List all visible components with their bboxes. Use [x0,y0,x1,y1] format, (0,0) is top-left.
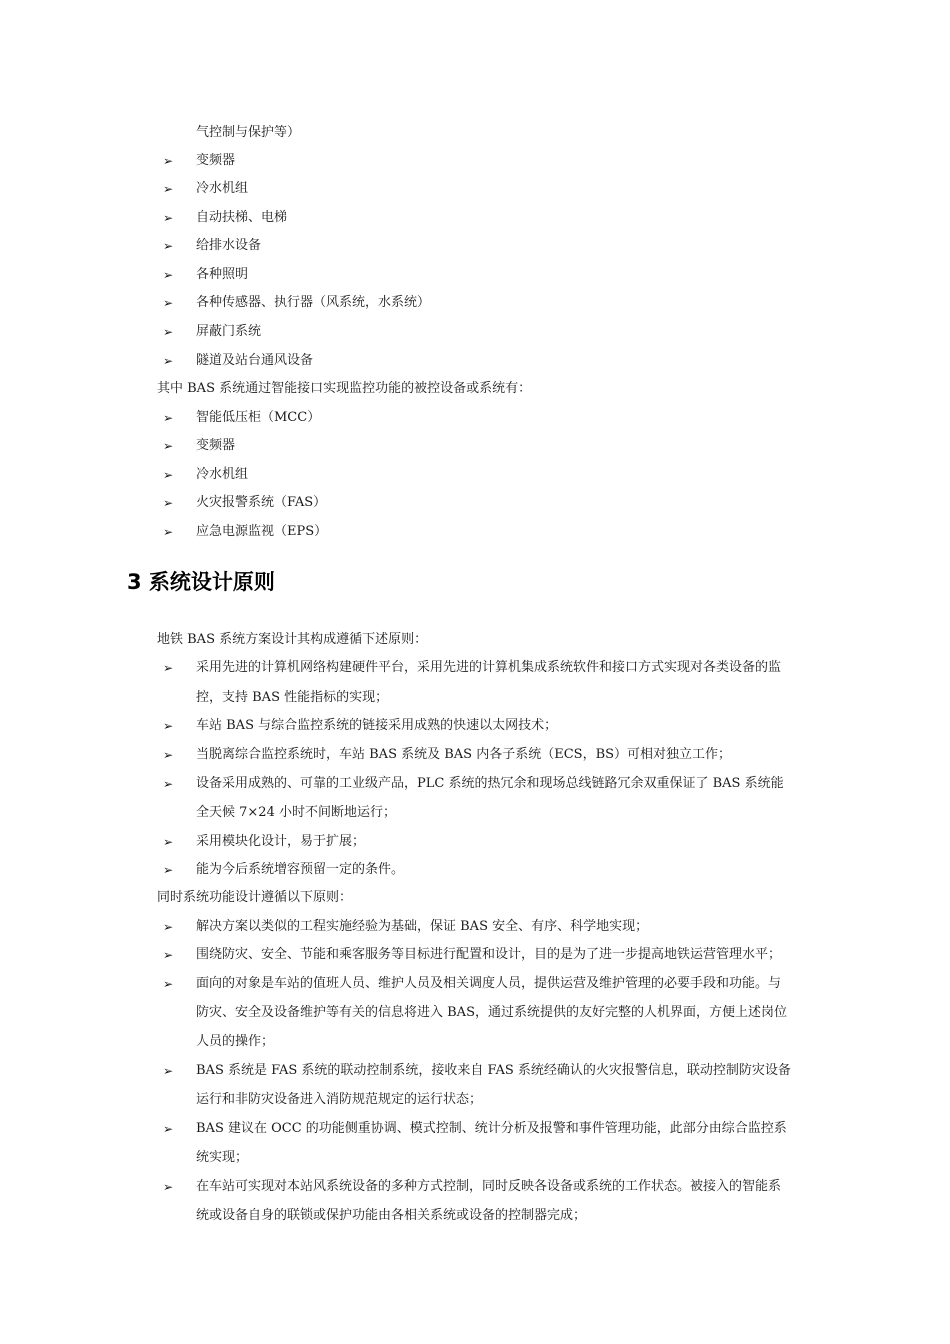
arrow-bullet-icon: ➢ [163,354,174,368]
paragraph-function-principles: 同时系统功能设计遵循以下原则： [157,890,353,905]
arrow-bullet-icon: ➢ [163,661,174,675]
arrow-bullet-icon: ➢ [163,777,174,791]
list-item: 屏蔽门系统 [196,324,262,339]
list-item-line: 运行和非防灾设备进入消防规范规定的运行状态； [196,1092,483,1107]
arrow-bullet-icon: ➢ [163,439,174,453]
paragraph-design-principles: 地铁 BAS 系统方案设计其构成遵循下述原则： [157,632,428,647]
arrow-bullet-icon: ➢ [163,182,174,196]
list-item-line: 设备采用成熟的、可靠的工业级产品，PLC 系统的热冗余和现场总线链路冗余双重保证了 BAS 系统能 [196,776,784,791]
section-heading: 3 系统设计原则 [127,570,275,594]
list-item-line: 面向的对象是车站的值班人员、维护人员及相关调度人员，提供运营及维护管理的必要手段和功能。与 [196,976,782,991]
list-item-line: BAS 系统是 FAS 系统的联动控制系统，接收来自 FAS 系统经确认的火灾报警信息，联动控制防灾设备 [196,1063,791,1078]
list-continuation-text: 气控制与保护等） [196,125,301,140]
list-item: 给排水设备 [196,238,262,253]
arrow-bullet-icon: ➢ [163,977,174,991]
arrow-bullet-icon: ➢ [163,268,174,282]
list-item: 变频器 [196,438,236,453]
arrow-bullet-icon: ➢ [163,525,174,539]
arrow-bullet-icon: ➢ [163,1180,174,1194]
list-item: 各种照明 [196,267,249,282]
list-item-line: 能为今后系统增容预留一定的条件。 [196,862,405,877]
list-item-line: 人员的操作； [196,1034,275,1049]
list-item-line: 统或设备自身的联锁或保护功能由各相关系统或设备的控制器完成； [196,1208,587,1223]
arrow-bullet-icon: ➢ [163,748,174,762]
list-item: 冷水机组 [196,467,249,482]
arrow-bullet-icon: ➢ [163,296,174,310]
list-item-line: 解决方案以类似的工程实施经验为基础，保证 BAS 安全、有序、科学地实现； [196,919,649,934]
list-item: 自动扶梯、电梯 [196,210,288,225]
list-item: 智能低压柜（MCC） [196,410,321,425]
arrow-bullet-icon: ➢ [163,154,174,168]
arrow-bullet-icon: ➢ [163,496,174,510]
arrow-bullet-icon: ➢ [163,468,174,482]
arrow-bullet-icon: ➢ [163,863,174,877]
arrow-bullet-icon: ➢ [163,1122,174,1136]
paragraph-smart-interface: 其中 BAS 系统通过智能接口实现监控功能的被控设备或系统有： [157,381,532,396]
arrow-bullet-icon: ➢ [163,719,174,733]
arrow-bullet-icon: ➢ [163,325,174,339]
list-item-line: 防灾、安全及设备维护等有关的信息将进入 BAS，通过系统提供的友好完整的人机界面，方便上述岗位 [196,1005,787,1020]
list-item-line: 车站 BAS 与综合监控系统的链接采用成熟的快速以太网技术； [196,718,558,733]
list-item-line: 当脱离综合监控系统时，车站 BAS 系统及 BAS 内各子系统（ECS，BS）可相对独立工作； [196,747,732,762]
list-item-line: 在车站可实现对本站风系统设备的多种方式控制，同时反映各设备或系统的工作状态。被接入的智能系 [196,1179,782,1194]
list-item-line: 控，支持 BAS 性能指标的实现； [196,690,389,705]
list-item-line: 统实现； [196,1150,249,1165]
arrow-bullet-icon: ➢ [163,411,174,425]
arrow-bullet-icon: ➢ [163,948,174,962]
arrow-bullet-icon: ➢ [163,920,174,934]
arrow-bullet-icon: ➢ [163,1064,174,1078]
list-item: 应急电源监视（EPS） [196,524,328,539]
list-item-line: 采用模块化设计，易于扩展； [196,834,366,849]
list-item-line: BAS 建议在 OCC 的功能侧重协调、模式控制、统计分析及报警和事件管理功能，此部分由综合监控系 [196,1121,787,1136]
list-item-line: 采用先进的计算机网络构建硬件平台，采用先进的计算机集成系统软件和接口方式实现对各类设备的监 [196,660,782,675]
list-item: 变频器 [196,153,236,168]
list-item: 隧道及站台通风设备 [196,353,314,368]
list-item-line: 围绕防灾、安全、节能和乘客服务等目标进行配置和设计，目的是为了进一步提高地铁运营管理水平； [196,947,782,962]
list-item-line: 全天候 7×24 小时不间断地运行； [196,805,396,820]
list-item: 冷水机组 [196,181,249,196]
list-item: 各种传感器、执行器（风系统，水系统） [196,295,431,310]
arrow-bullet-icon: ➢ [163,835,174,849]
arrow-bullet-icon: ➢ [163,211,174,225]
arrow-bullet-icon: ➢ [163,239,174,253]
list-item: 火灾报警系统（FAS） [196,495,327,510]
